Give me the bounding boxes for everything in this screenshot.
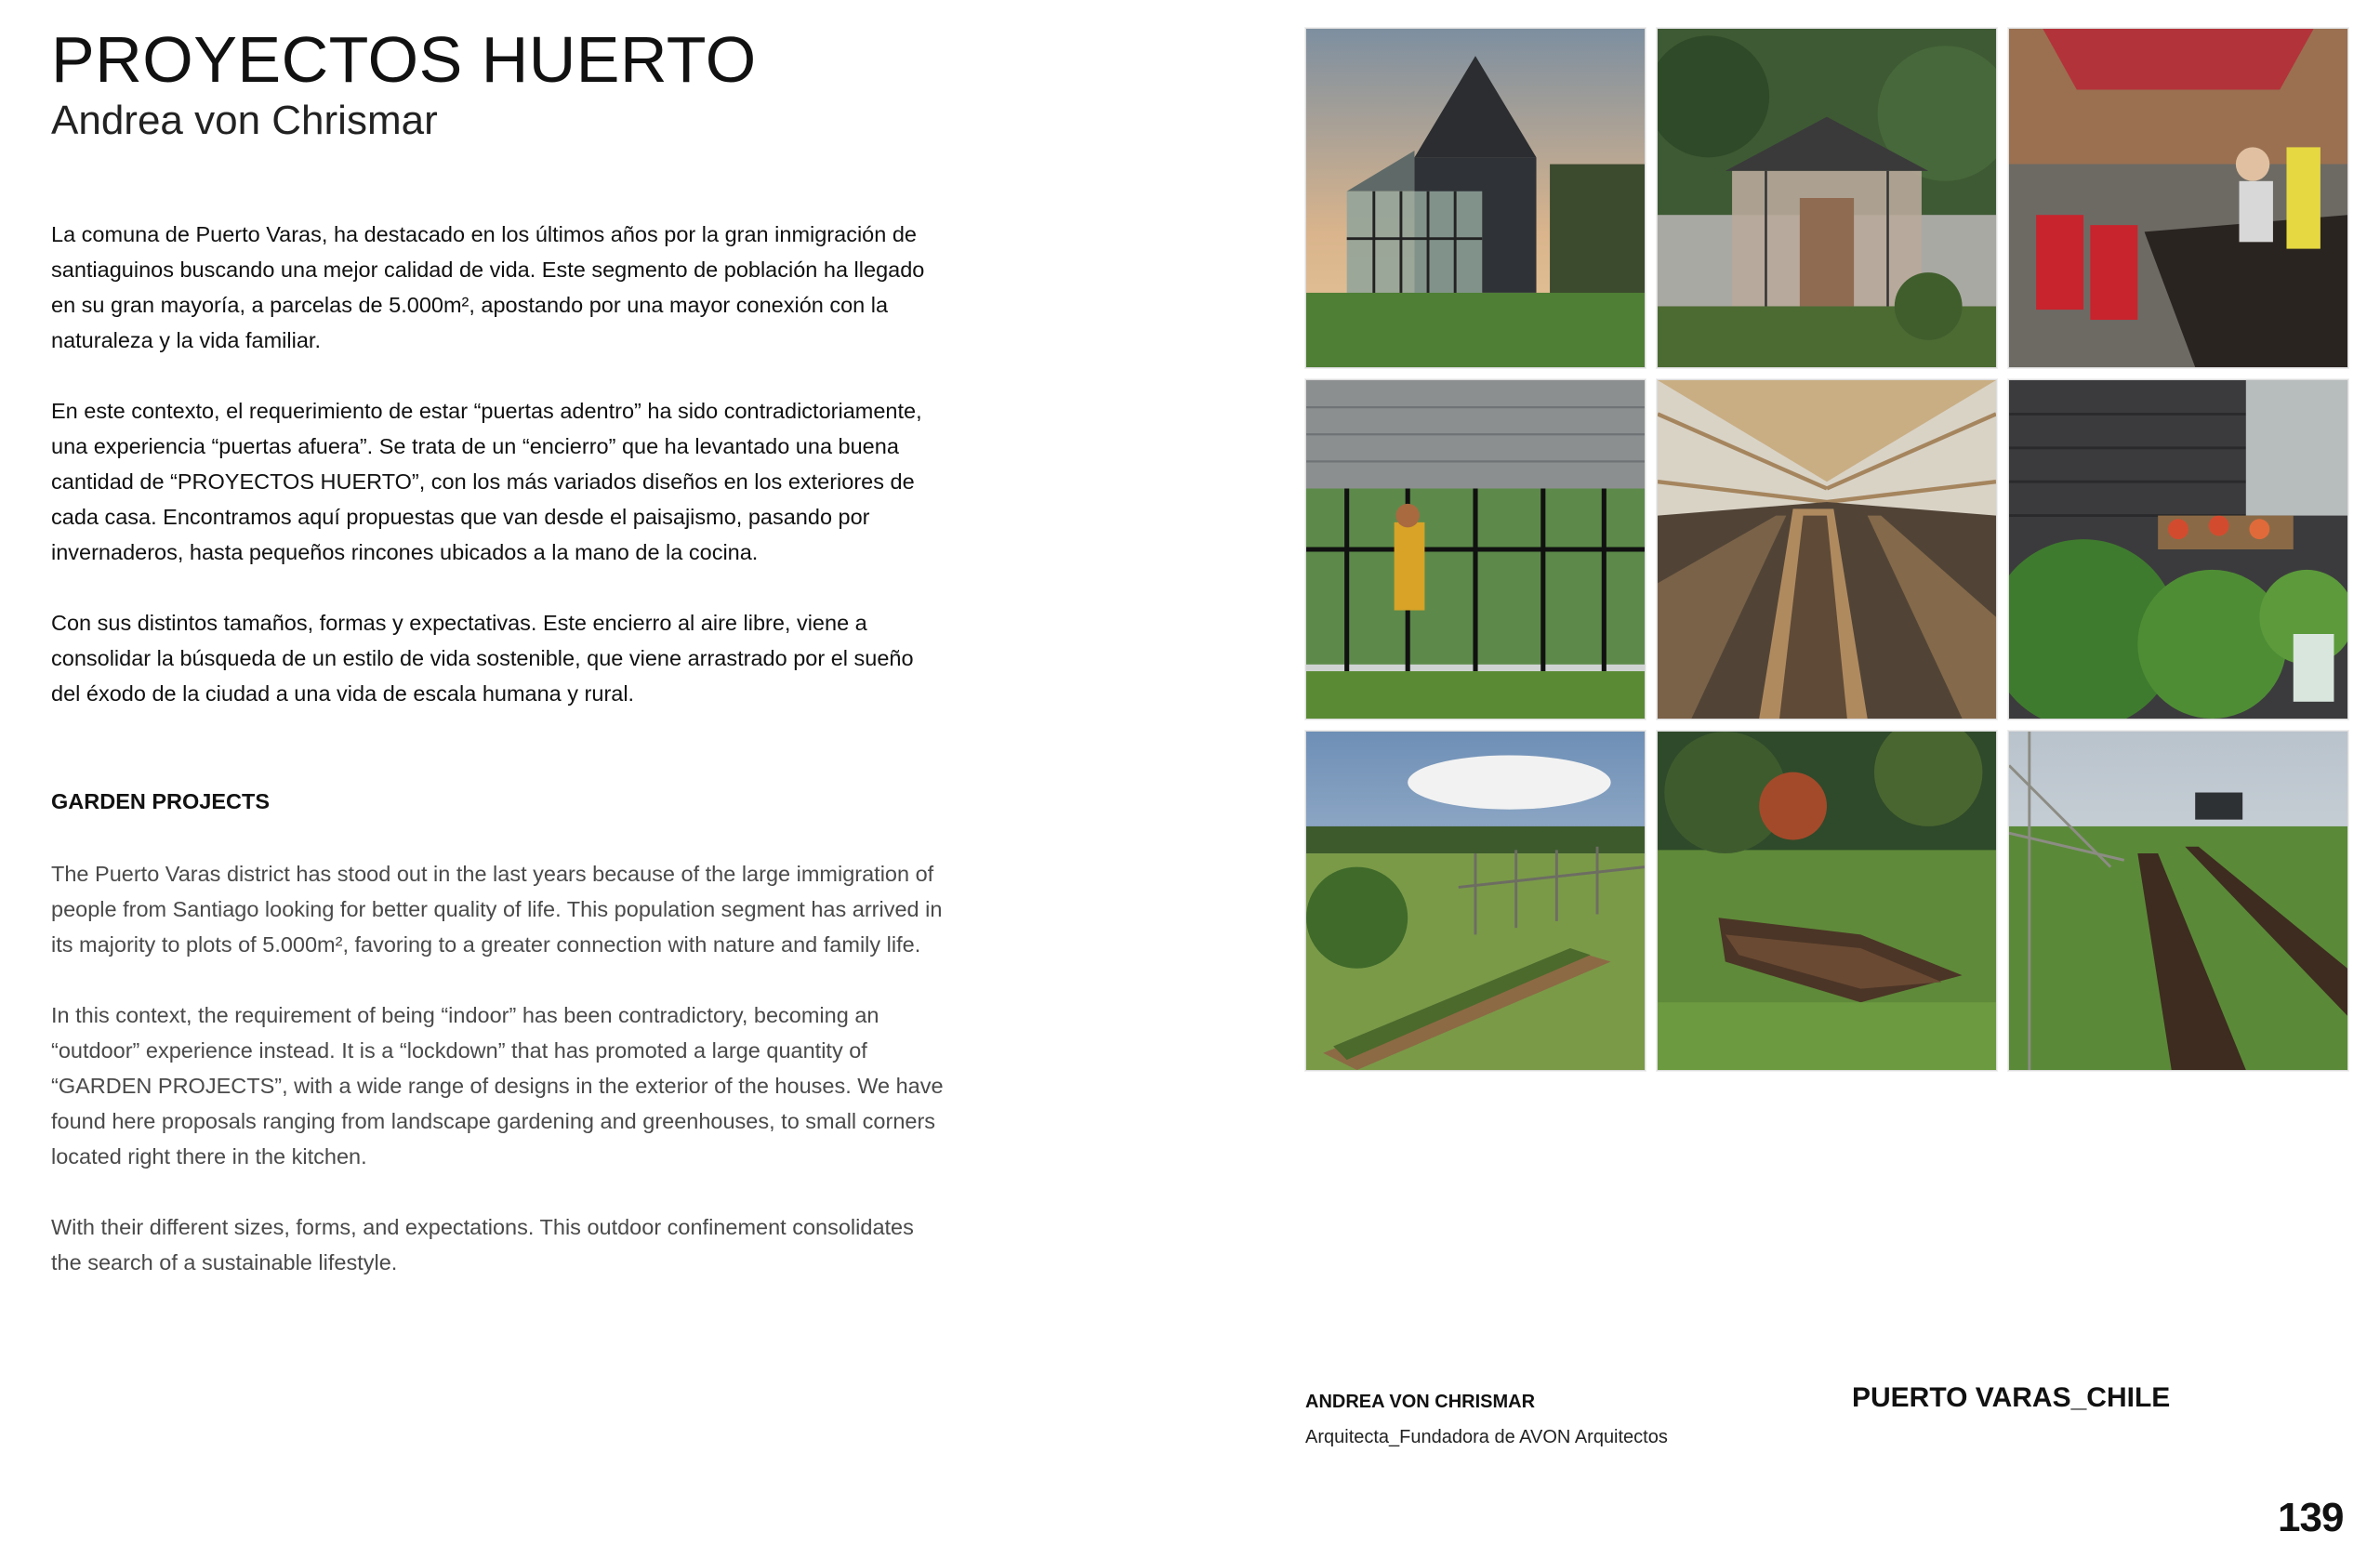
photo-greenhouse-dark-house (1305, 28, 1646, 368)
spanish-paragraph-2: En este contexto, el requerimiento de estar “puertas adentro” ha sido contradictoriamente, una experiencia “puertas afuera”. Se trata de un “encierro” que ha levantado una buena cantidad de “PROYECTOS HUERTO”, con los más variados diseños en los exteriores de cada casa. Encontramos aquí propuestas que van desde el paisajismo, pasando por invernaderos, hasta pequeños rincones ubicados a la mano de la cocina. (51, 399, 922, 564)
photo-red-chairs-beds (2008, 28, 2348, 368)
credit-author-name: ANDREA VON CHRISMAR (1305, 1392, 1536, 1412)
photo-potted-plants (2008, 379, 2348, 720)
spanish-paragraph-1: La comuna de Puerto Varas, ha destacado en los últimos años por la gran inmigración de santiaguinos buscando una mejor calidad de vida. Este segmento de población ha llegado en su gran mayoría, a parcelas de 5.000m², apostando por una mayor conexión con la naturaleza y la vida familiar. (51, 222, 925, 352)
english-paragraph-2: In this context, the requirement of being “indoor” has been contradictory, becoming an “outdoor” experience instead. It is a “lockdown” that has promoted a large quantity of “GARDEN PROJECTS”, with a wide range of designs in the exterior of the houses. We have found here proposals ranging from landscape gardening and greenhouses, to small corners located right there in the kitchen. (51, 1003, 944, 1169)
english-paragraph-1: The Puerto Varas district has stood out in the last years because of the large immigration of people from Santiago looking for better quality of life. This population segment has arrived in its majority to plots of 5.000m², favoring to a greater connection with nature and family life. (51, 862, 943, 957)
photo-soil-rows-fence (2008, 731, 2348, 1071)
english-text-block (51, 856, 944, 1315)
page-number: 139 (2278, 1495, 2344, 1540)
location-label: PUERTO VARAS_CHILE (1852, 1382, 2171, 1413)
spanish-paragraph-3: Con sus distintos tamaños, formas y expectativas. Este encierro al aire libre, viene a consolidar la búsqueda de un estilo de vida sostenible, que viene arrastrado por el sueño del éxodo de la ciudad a una vida de escala humana y rural. (51, 611, 914, 706)
english-heading: GARDEN PROJECTS (51, 789, 271, 813)
photo-greenhouse-person (1305, 379, 1646, 720)
spanish-text-block (51, 217, 944, 746)
photo-small-greenhouse (1657, 28, 1997, 368)
english-paragraph-3: With their different sizes, forms, and expectations. This outdoor confinement consolidates the search of a sustainable lifestyle. (51, 1215, 914, 1274)
author-subtitle: Andrea von Chrismar (51, 98, 438, 143)
photo-greenhouse-planters (1657, 379, 1997, 720)
page-title: PROYECTOS HUERTO (51, 23, 757, 96)
credit-author-role: Arquitecta_Fundadora de AVON Arquitectos (1305, 1427, 1668, 1447)
photo-raised-bed-field (1305, 731, 1646, 1071)
photo-soil-rows-lawn (1657, 731, 1997, 1071)
photo-grid (1305, 28, 2348, 1071)
